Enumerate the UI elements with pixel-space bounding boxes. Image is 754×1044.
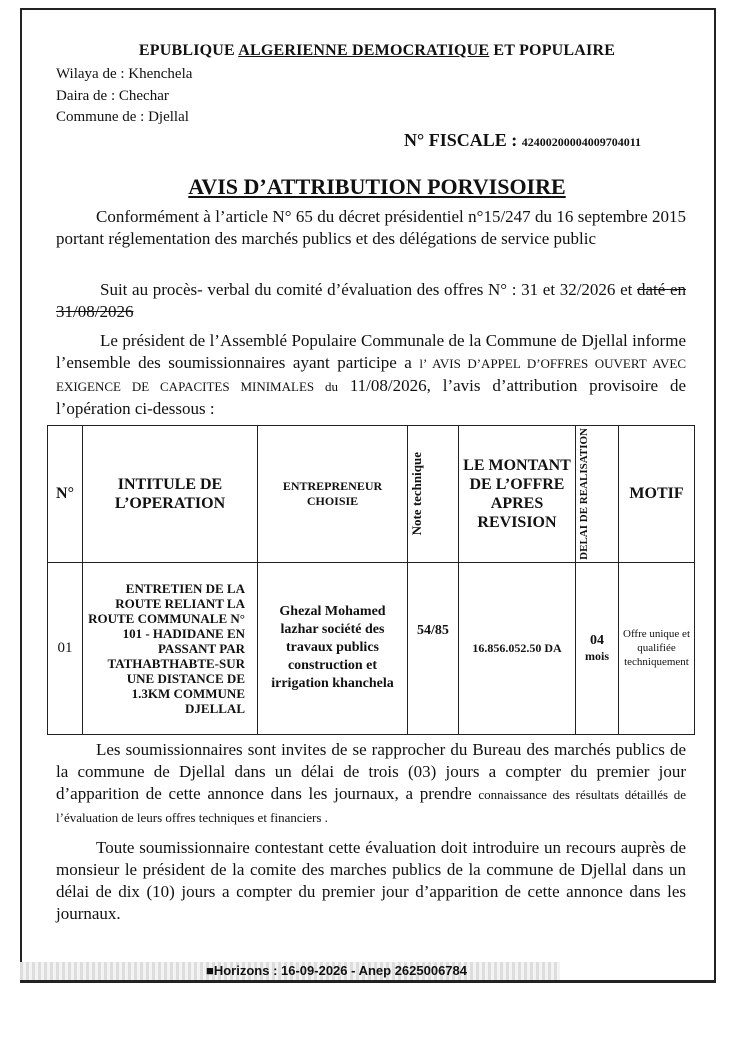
daira-line: Daira de : Chechar bbox=[56, 88, 169, 104]
row-note: 54/85 bbox=[408, 562, 459, 734]
row-montant: 16.856.052.50 DA bbox=[459, 562, 576, 734]
footer-publication: ■Horizons : 16-09-2026 - Anep 2625006784 bbox=[206, 963, 467, 978]
row-num: 01 bbox=[48, 562, 83, 734]
republic-header: EPUBLIQUE ALGERIENNE DEMOCRATIQUE ET POPULAIRE bbox=[138, 42, 616, 59]
header-motif: MOTIF bbox=[619, 426, 695, 563]
row-intitule: ENTRETIEN DE LA ROUTE RELIANT LA ROUTE COMMUNALE N° 101 - HADIDANE EN PASSANT PAR TATHABTHABTE-SUR UNE DISTANCE DE 1.3KM COMMUNE DJELLAL bbox=[83, 562, 258, 734]
header-entrepreneur: ENTREPRENEUR CHOISIE bbox=[258, 426, 408, 563]
row-delai: 04 mois bbox=[576, 562, 619, 734]
paragraph-pv: Suit au procès- verbal du comité d’évaluation des offres N° : 31 et 32/2026 et daté en 31/08/2026 bbox=[56, 280, 687, 321]
wilaya-line: Wilaya de : Khenchela bbox=[56, 66, 193, 82]
paragraph-recours: Toute soumissionnaire contestant cette évaluation doit introduire un recours auprès de monsieur le président de la comite des marches publics de la commune de Djellal dans un délai de dix (10) jours a compter du premier jour d’apparition de cette annonce dans les journaux. bbox=[56, 838, 686, 923]
header-montant: LE MONTANT DE L’OFFRE APRES REVISION bbox=[459, 426, 576, 563]
paragraph-bureau: Les soumissionnaires sont invites de se rapprocher du Bureau des marchés publics de la commune de Djellal dans un délai de trois (03) jours a compter du premier jour d’apparition de cette annonce dans les journaux, a prendre connaissance des résultats détaillés de l’évaluation de leurs offres techniques et financiers . bbox=[56, 740, 686, 825]
header-delai: DELAI DE REALISATION bbox=[576, 426, 619, 563]
header-note: Note technique bbox=[408, 426, 459, 563]
fiscal-number: N° FISCALE : 42400200004009704011 bbox=[404, 130, 642, 150]
row-entrepreneur: Ghezal Mohamed lazhar société des travaux publics construction et irrigation khanchela bbox=[258, 562, 408, 734]
page-title: AVIS D’ATTRIBUTION PORVISOIRE bbox=[188, 174, 566, 199]
header-intitule: INTITULE DE L’OPERATION bbox=[83, 426, 258, 563]
header-num: N° bbox=[48, 426, 83, 563]
commune-line: Commune de : Djellal bbox=[56, 109, 189, 125]
attribution-table bbox=[47, 425, 695, 735]
paragraph-legal: Conformément à l’article N° 65 du décret présidentiel n°15/247 du 16 septembre 2015 portant réglementation des marchés publics et des délégations de service public bbox=[56, 207, 686, 248]
paragraph-president: Le président de l’Assemblé Populaire Communale de la Commune de Djellal informe l’ensemble des soumissionnaires ayant participe a l’ AVIS D’APPEL D’OFFRES OUVERT AVEC EXIGENCE DE CAPACITES MINIMALES du 11/08/2026, l’avis d’attribution provisoire de l’opération ci-dessous : bbox=[56, 331, 686, 418]
row-motif: Offre unique et qualifiée techniquement bbox=[619, 562, 695, 734]
